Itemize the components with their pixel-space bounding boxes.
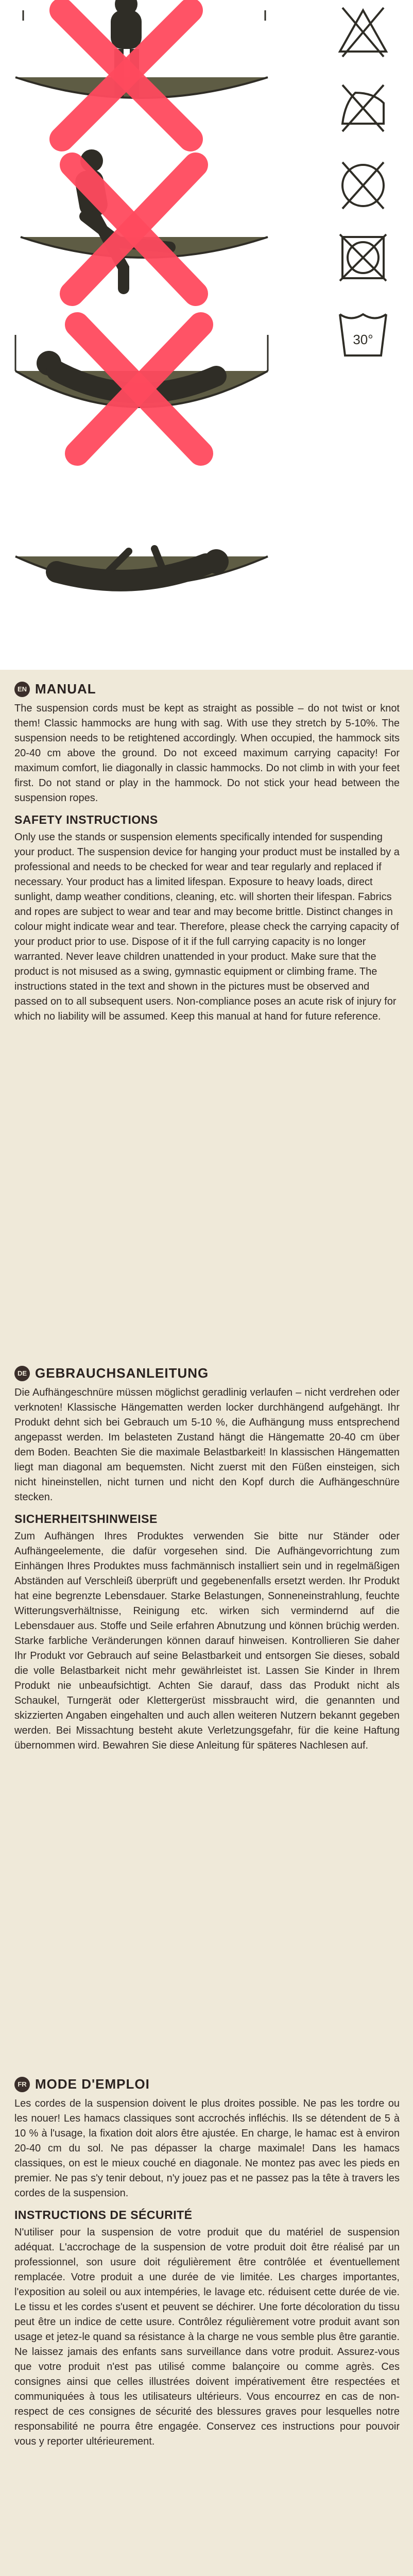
section-title-fr: MODE D'EMPLOI <box>35 2076 150 2092</box>
no-tumble-dry-icon <box>340 234 386 281</box>
safety-text-de: Zum Aufhängen Ihres Produktes verwenden Sie bitte nur Ständer oder Aufhängeelemente, die dafür vorgesehen sind. Die Aufhängevorrichtung zum Einhängen Ihres Produktes muss fachmännisch installiert sein und in regelmäßigen Abständen auf Verschleiß überprüft und gegebenenfalls ersetzt werden. Ihr Produkt hat eine begrenzte Lebensdauer. Starke Belastungen, Sonneneinstrahlung, feuchte Witterungsverhältnisse, Reinigung etc. wirken sich vermindernd auf die Lebensdauer aus. Stoffe und Seile erfahren Abnutzung und können brüchig werden. Starke farbliche Veränderungen können darauf hinweisen. Kontrollieren Sie daher Ihr Produkt vor Gebrauch auf seine Belastbarkeit und entsorgen Sie dieses, sobald die volle Belastbarkeit nicht mehr gewährleistet ist. Lassen Sie Kinder in Ihrem Produkt nie unbeaufsichtigt. Achten Sie darauf, dass das Produkt nicht als Schaukel, Turngerät oder Klettergerüst missbraucht wird, die genannten und skizzierten Angaben eingehalten und auch allen weiteren Nutzern bekannt gegeben werden. Bei Missachtung besteht akute Verletzungsgefahr, für die keine Haftung übernommen wird. Bewahren Sie diese Anleitung für späteres Nachlesen auf. <box>14 1531 400 1751</box>
safety-title-en: SAFETY INSTRUCTIONS <box>14 813 158 826</box>
no-standing-illustration <box>15 0 268 139</box>
manual-text-en: The suspension cords must be kept as straight as possible – do not twist or knot them! Classic hammocks are hung with sag. With use they stretch by 5-10%. The suspension needs to be retightened accordingly. When occupied, the hammock sits 20-40 cm above the ground. Do not exceed maximum carrying capacity! For maximum comfort, lie diagonally in classic hammocks. Do not climb in with your feet first. Do not stand or play in the hammock. Do not stick your head between the suspension ropes. <box>14 703 400 804</box>
section-de <box>14 1365 400 1753</box>
no-head-through-ropes-illustration <box>15 325 268 453</box>
language-badge-de: DE <box>14 1366 30 1381</box>
safety-text-en: Only use the stands or suspension elements specifically intended for suspending your product. The suspension device for hanging your product must be installed by a professional and needs to be checked for wear and tear regularly and replaced if necessary. Your product has a limited lifespan. Exposure to heavy loads, direct sunlight, damp weather conditions, cleaning, etc. will shorten their lifespan. Fabrics and ropes are subject to wear and tear and may become brittle. Distinct changes in colour might indicate wear and tear. Therefore, please check the carrying capacity of your product prior to use. Dispose of it if the full carrying capacity is no longer warranted. Never leave children unattended in your product. Make sure that the product is not misused as a swing, gymnastic equipment or climbing frame. The instructions stated in the text and shown in the pictures must be observed and passed on to all subsequent users. Non-compliance poses an acute risk of injury for which no liability will be assumed. Keep this manual at hand for future reference. <box>14 832 400 1022</box>
section-title-de: GEBRAUCHSANLEITUNG <box>35 1365 209 1381</box>
section-fr <box>14 2076 400 2449</box>
wash-30-icon <box>340 314 386 355</box>
correct-diagonal-lying-illustration <box>15 549 268 585</box>
manual-text-de: Die Aufhängeschnüre müssen möglichst geradlinig verlaufen – nicht verdrehen oder verknoten! Klassische Hängematten werden locker durchhängend aufgehängt. Ihr Produkt dehnt sich bei Gebrauch um 5-10 %, die Aufhängung muss entsprechend angepasst werden. Im belasteten Zustand hängt die Hängematte 20-40 cm über dem Boden. Beachten Sie die maximale Belastbarkeit! In klassischen Hängematten liegt man diagonal am bequemsten. Nicht zuerst mit den Füßen einsteigen, sich nicht hineinstellen, nicht turnen und nicht den Kopf durch die Aufhängeschnüre stecken. <box>14 1387 400 1503</box>
safety-title-fr: INSTRUCTIONS DE SÉCURITÉ <box>14 2208 193 2222</box>
wash-temp-label: 30° <box>353 332 373 347</box>
section-title-en: MANUAL <box>35 681 96 697</box>
illustration-area <box>0 0 413 670</box>
section-en <box>14 681 400 1024</box>
language-badge-fr: FR <box>14 2077 30 2092</box>
no-bleach-icon <box>340 8 386 57</box>
manual-text-fr: Les cordes de la suspension doivent le plus droites possible. Ne pas les tordre ou les nouer! Les hamacs classiques sont accrochés infléchis. Ils se détendent de 5 à 10 % à l'usage, la fixation doit alors être ajustée. En charge, le hamac est à environ 20-40 cm du sol. Ne pas dépasser la charge maximale! Dans les hamacs classiques, on est le mieux couché en diagonale. Ne montez pas avec les pieds en premier. Ne pas s'y tenir debout, n'y jouez pas et ne passez pas la tête à travers les cordes de la suspension. <box>14 2098 400 2199</box>
no-iron-icon <box>342 85 384 131</box>
no-feet-first-illustration <box>21 149 268 294</box>
safety-title-de: SICHERHEITSHINWEISE <box>14 1512 158 1526</box>
safety-text-fr: N'utiliser pour la suspension de votre produit que du matériel de suspension adéquat. L'accrochage de la suspension de votre produit doit être réalisé par un professionnel, son usure doit régulièrement être contrôlée et éventuellement remplacée. Votre produit a une durée de vie limitée. Les charges importantes, l'exposition au soleil ou aux intempéries, le lavage etc. réduisent cette durée de vie. Le tissu et les cordes s'usent et peuvent se déchirer. Une forte décoloration du tissu peut être un indice de cette usure. Contrôlez régulièrement votre produit avant son usage et jetez-le quand sa résistance à la charge ne vous semble plus être garantie. Ne laissez jamais des enfants sans surveillance dans votre produit. Assurez-vous que votre produit n'est pas utilisé comme balançoire ou comme agrès. Ces consignes ainsi que celles illustrées doivent impérativement être respectées et communiquées à tous les utilisateurs ultérieurs. Vous encourrez en cas de non-respect de ces consignes de sécurité des blessures graves pour lesquelles notre responsabilité ne pourra être engagée. Conservez ces instructions pour pouvoir vous y reporter ultérieurement. <box>14 2227 400 2447</box>
no-dry-clean-icon <box>342 162 384 209</box>
language-badge-en: EN <box>14 682 30 697</box>
care-symbols <box>335 0 391 371</box>
